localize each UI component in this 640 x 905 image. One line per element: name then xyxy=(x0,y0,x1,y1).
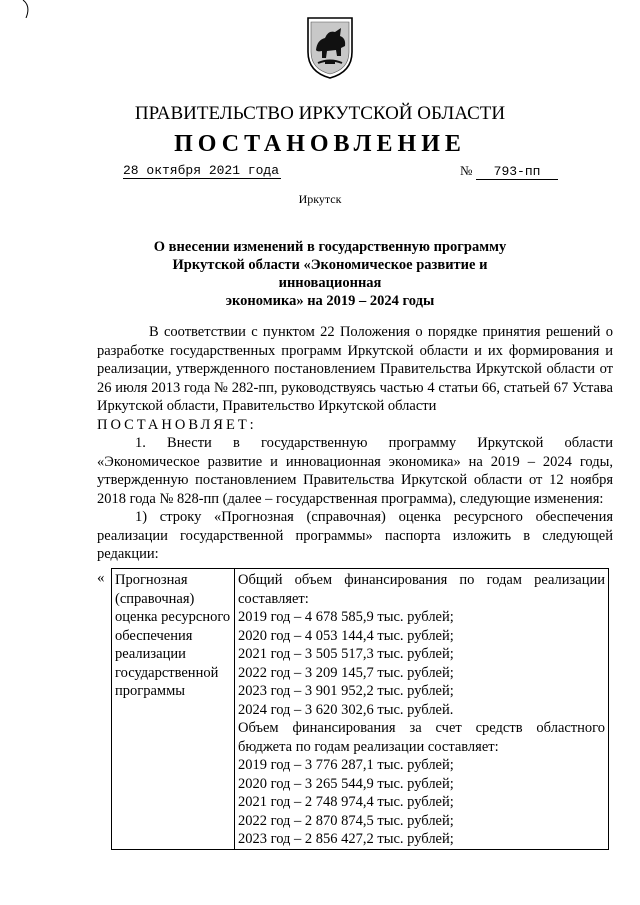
item-1-paragraph: 1. Внести в государственную программу Иркутской области «Экономическое развитие и инновационная экономика» на 2019 – 2024 годы, утвержденную постановлением Правительства Иркутской области от 12 ноября 2018 года № 828-пп (далее – государственная программа), следующие изменения: xyxy=(97,435,613,507)
title-line: О внесении изменений в государственную программу xyxy=(153,239,507,255)
total-funding-heading: Общий объем финансирования по годам реализации составляет: xyxy=(238,572,605,607)
row-label-cell xyxy=(112,569,235,850)
row-label: Прогнозная (справочная) оценка ресурсного обеспечения реализации государственной программы xyxy=(115,572,231,699)
opening-quote: « xyxy=(97,570,105,586)
title-line: Иркутской области «Экономическое развитие и инновационная xyxy=(172,257,488,291)
regional-funding-line: 2019 год – 3 776 287,1 тыс. рублей; xyxy=(238,757,454,773)
decree-number-block xyxy=(460,163,558,180)
passport-row-table xyxy=(111,568,609,850)
total-funding-line: 2020 год – 4 053 144,4 тыс. рублей; xyxy=(238,627,454,644)
resolves-heading: ПОСТАНОВЛЯЕТ: xyxy=(97,416,257,433)
total-funding-line: 2019 год – 4 678 585,9 тыс. рублей; xyxy=(238,609,454,625)
scan-edge-mark xyxy=(20,0,36,18)
document-title xyxy=(120,238,540,310)
government-name: ПРАВИТЕЛЬСТВО ИРКУТСКОЙ ОБЛАСТИ xyxy=(134,103,506,124)
table-row xyxy=(112,569,609,850)
title-line: экономика» на 2019 – 2024 годы xyxy=(225,293,435,309)
preamble-paragraph: В соответствии с пунктом 22 Положения о порядке принятия решений о разработке государственных программ Иркутской области и их формирования и реализации, утвержденного постановлением Правительства Иркутской области от 26 июля 2013 года № 282-пп, руководствуясь частью 4 статьи 66, статьей 67 Устава Иркутской области, Правительство Иркутской области xyxy=(97,324,613,414)
total-funding-line: 2023 год – 3 901 952,2 тыс. рублей; xyxy=(238,683,454,699)
regional-funding-line: 2020 год – 3 265 544,9 тыс. рублей; xyxy=(238,775,454,792)
document-body xyxy=(97,323,613,564)
total-funding-line: 2024 год – 3 620 302,6 тыс. рублей. xyxy=(238,701,454,718)
regional-funding-line: 2023 год – 2 856 427,2 тыс. рублей; xyxy=(238,831,454,847)
item-1-1-paragraph: 1) строку «Прогнозная (справочная) оценка ресурсного обеспечения реализации государственной программы» паспорта изложить в следующей редакции: xyxy=(97,509,613,562)
row-value-cell xyxy=(235,569,609,850)
total-funding-line: 2022 год – 3 209 145,7 тыс. рублей; xyxy=(238,664,454,681)
regional-funding-heading: Объем финансирования за счет средств областного бюджета по годам реализации составляет: xyxy=(238,720,605,755)
coat-of-arms-icon xyxy=(305,14,355,80)
city: Иркутск xyxy=(298,192,342,206)
regional-funding-line: 2021 год – 2 748 974,4 тыс. рублей; xyxy=(238,794,454,810)
regional-funding-line: 2022 год – 2 870 874,5 тыс. рублей; xyxy=(238,812,454,829)
total-funding-line: 2021 год – 3 505 517,3 тыс. рублей; xyxy=(238,646,454,662)
decree-date: 28 октября 2021 года xyxy=(123,163,280,178)
number-sign: № xyxy=(460,163,473,178)
document-type: ПОСТАНОВЛЕНИЕ xyxy=(174,131,466,157)
decree-number: 793-пп xyxy=(476,164,558,180)
